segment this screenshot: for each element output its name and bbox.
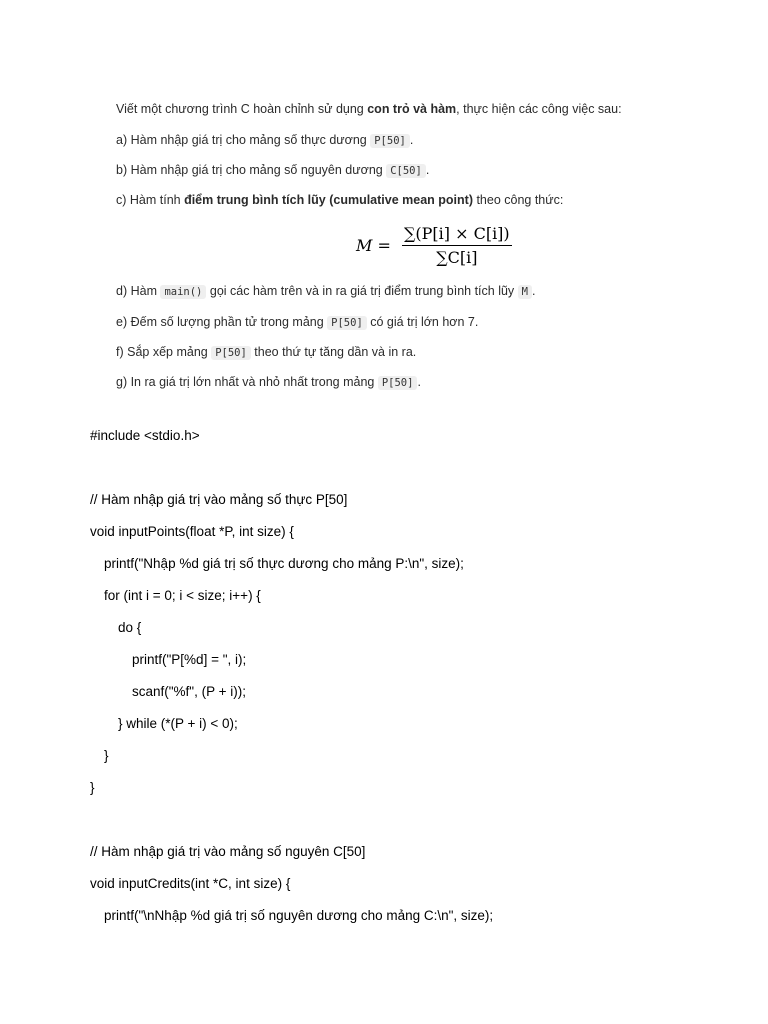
task-item-b <box>116 163 429 177</box>
item-c-text: c) Hàm tính <box>116 193 185 207</box>
item-f-end: theo thứ tự tăng dần và in ra. <box>250 345 417 359</box>
task-item-f <box>116 345 416 359</box>
code-line: scanf("%f", (P + i)); <box>132 684 246 699</box>
item-d-mid: gọi các hàm trên và in ra giá trị điểm trung bình tích lũy <box>206 284 518 298</box>
code-line: printf("Nhập %d giá trị số thực dương cho mảng P:\n", size); <box>104 556 464 571</box>
task-item-c <box>116 193 563 207</box>
item-f-text: f) Sắp xếp mảng <box>116 345 212 359</box>
inline-code: P[50] <box>327 316 367 330</box>
code-line: } <box>104 748 109 763</box>
intro-text-end: , thực hiện các công việc sau: <box>456 102 622 116</box>
code-line: } <box>90 780 95 795</box>
intro-bold: con trỏ và hàm <box>367 102 457 116</box>
code-comment: // Hàm nhập giá trị vào mảng số thực P[50] <box>90 492 348 507</box>
code-line: #include <stdio.h> <box>90 428 200 443</box>
item-g-text: g) In ra giá trị lớn nhất và nhỏ nhất trong mảng <box>116 375 378 389</box>
item-e-text: e) Đếm số lượng phần tử trong mảng <box>116 315 328 329</box>
code-line: do { <box>118 620 142 635</box>
inline-code: P[50] <box>370 134 410 148</box>
code-line: void inputCredits(int *C, int size) { <box>90 876 291 891</box>
formula-lhs: M = <box>356 236 391 255</box>
inline-code: P[50] <box>211 346 251 360</box>
item-a-text: a) Hàm nhập giá trị cho mảng số thực dương <box>116 133 371 147</box>
code-line: printf("\nNhập %d giá trị số nguyên dương cho mảng C:\n", size); <box>104 908 494 923</box>
task-intro <box>116 102 622 116</box>
item-c-bold: điểm trung bình tích lũy (cumulative mean point) <box>184 193 473 207</box>
task-item-a <box>116 133 413 147</box>
item-a-end: . <box>409 133 414 147</box>
task-item-g <box>116 375 421 389</box>
item-d-end: . <box>531 284 536 298</box>
item-b-end: . <box>425 163 430 177</box>
intro-text: Viết một chương trình C hoàn chỉnh sử dụng <box>116 102 368 116</box>
code-line: } while (*(P + i) < 0); <box>118 716 238 731</box>
formula <box>356 224 512 267</box>
task-item-e <box>116 315 478 329</box>
task-item-d <box>116 284 535 298</box>
item-c-end: theo công thức: <box>472 193 564 207</box>
code-line: printf("P[%d] = ", i); <box>132 652 247 667</box>
code-comment: // Hàm nhập giá trị vào mảng số nguyên C[50] <box>90 844 366 859</box>
item-b-text: b) Hàm nhập giá trị cho mảng số nguyên dương <box>116 163 387 177</box>
formula-fraction <box>402 224 512 267</box>
item-d-text: d) Hàm <box>116 284 161 298</box>
item-g-end: . <box>417 375 421 389</box>
inline-code: P[50] <box>378 376 418 390</box>
code-line: for (int i = 0; i < size; i++) { <box>104 588 261 603</box>
item-e-end: có giá trị lớn hơn 7. <box>366 315 479 329</box>
inline-code: main() <box>160 285 206 299</box>
code-line: void inputPoints(float *P, int size) { <box>90 524 294 539</box>
inline-code: M <box>518 285 532 299</box>
formula-denominator: ∑C[i] <box>436 248 478 267</box>
formula-numerator: ∑(P[i] × C[i]) <box>402 224 512 246</box>
inline-code: C[50] <box>386 164 426 178</box>
